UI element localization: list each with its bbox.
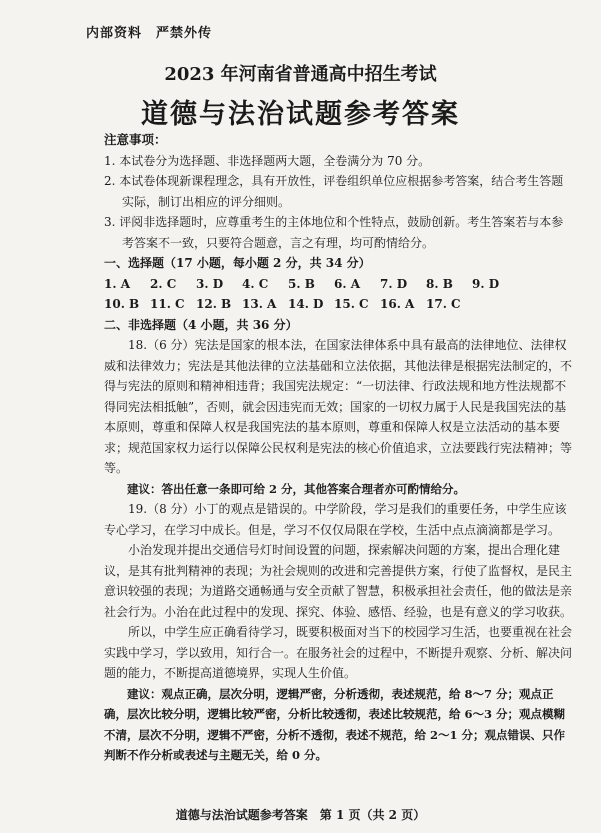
document-title: 道德与法治试题参考答案: [141, 99, 460, 130]
choice-answer: 16. A: [380, 297, 415, 311]
choice-answer: 6. A: [334, 276, 361, 291]
q18-grading-suggestion: 建议：答出任意一条即可给 2 分，其他答案合理者亦可酌情给分。: [127, 481, 466, 496]
page-footer: 道德与法治试题参考答案 第 1 页（共 2 页）: [175, 808, 426, 822]
choice-answer: 12. B: [196, 297, 232, 311]
section1-heading: 一、选择题（17 小题，每小题 2 分，共 34 分）: [104, 256, 371, 270]
choice-answers-row-2: [104, 294, 574, 315]
choice-answer: 2. C: [150, 276, 177, 291]
choice-answer: 4. C: [242, 276, 269, 291]
note-item-1: 1. 本试卷分为选择题、非选择题两大题，全卷满分为 70 分。: [104, 153, 431, 168]
q19-answer-para-3: 所以，中学生应正确看待学习，既要积极面对当下的校园学习生活，也要重视在社会实践中学习，学以致用，知行合一。在服务社会的过程中，不断提升观察、分析、解决问题的能力，不断提高道德境界，实现人生价值。: [104, 625, 573, 680]
choice-answer: 11. C: [150, 297, 185, 311]
choice-answer: 1. A: [104, 276, 131, 291]
q18-answer: 18.（6 分）宪法是国家的根本法，在国家法律体系中具有最高的法律地位、法律权威和法律效力；宪法是其他法律的立法基础和立法依据，其他法律是根据宪法制定的，不得与宪法的原则和精神相违背；我国宪法规定：“一切法律、行政法规和地方性法规都不得同宪法相抵触”，否则，就会因违宪而无效；国家的一切权力属于人民是我国宪法的基本原则，尊重和保障人权是我国宪法的基本原则，尊重和保障人权是立法活动的基本要求；规范国家权力运行以保障公民权利是宪法的核心价值追求，立法要践行宪法精神；等等。: [104, 338, 573, 475]
document-body: [104, 130, 574, 766]
choice-answer: 13. A: [242, 297, 277, 311]
choice-answer: 17. C: [426, 297, 461, 311]
q19-answer-para-2: 小治发现并提出交通信号灯时间设置的问题，探索解决问题的方案，提出合理化建议，是其有批判精神的表现；为社会规则的改进和完善提供方案，行使了监督权，是民主意识较强的表现；为道路交通畅通与安全贡献了智慧，积极承担社会责任，他的做法是亲社会行为。小治在此过程中的发现、探究、体验、感悟、经验，也是有意义的学习收获。: [104, 543, 573, 619]
section2-heading: 二、非选择题（4 小题，共 36 分）: [104, 317, 298, 332]
choice-answer: 15. C: [334, 297, 369, 311]
q19-answer-para-1: 19.（8 分）小丁的观点是错误的。中学阶段，学习是我们的重要任务，中学生应该专心学习，在学习中成长。但是，学习不仅仅局限在学校，生活中点点滴滴都是学习。: [104, 502, 567, 537]
q19-grading-suggestion: 建议：观点正确，层次分明，逻辑严密，分析透彻，表述规范，给 8～7 分；观点正确，层次比较分明，逻辑比较严密，分析比较透彻，表述比较规范，给 6～3 分；观点模糊不清，层次不分明，逻辑不严密，分析不透彻，表述不规范，给 2～1 分；观点错误、只作判断不作分析或表述与主题无关，给 0 分。: [104, 686, 566, 762]
confidential-note: 内部资料 严禁外传: [86, 26, 213, 41]
choice-answer: 10. B: [104, 297, 140, 311]
note-item-3: 3. 评阅非选择题时，应尊重考生的主体地位和个性特点，鼓励创新。考生答案若与本参考答案不一致，只要符合题意，言之有理，均可酌情给分。: [104, 215, 564, 250]
note-item-2: 2. 本试卷体现新课程理念，具有开放性，评卷组织单位应根据参考答案，结合考生答题实际，制订出相应的评分细则。: [104, 174, 564, 209]
choice-answers-row-1: [104, 274, 574, 295]
choice-answer: 3. D: [196, 276, 224, 291]
choice-answer: 5. B: [288, 276, 315, 291]
notes-heading: 注意事项：: [104, 132, 167, 147]
choice-answer: 14. D: [288, 297, 324, 311]
choice-answer: 8. B: [426, 276, 453, 291]
exam-title: 2023 年河南省普通高中招生考试: [164, 64, 437, 85]
choice-answer: 9. D: [472, 276, 500, 291]
choice-answer: 7. D: [380, 276, 408, 291]
